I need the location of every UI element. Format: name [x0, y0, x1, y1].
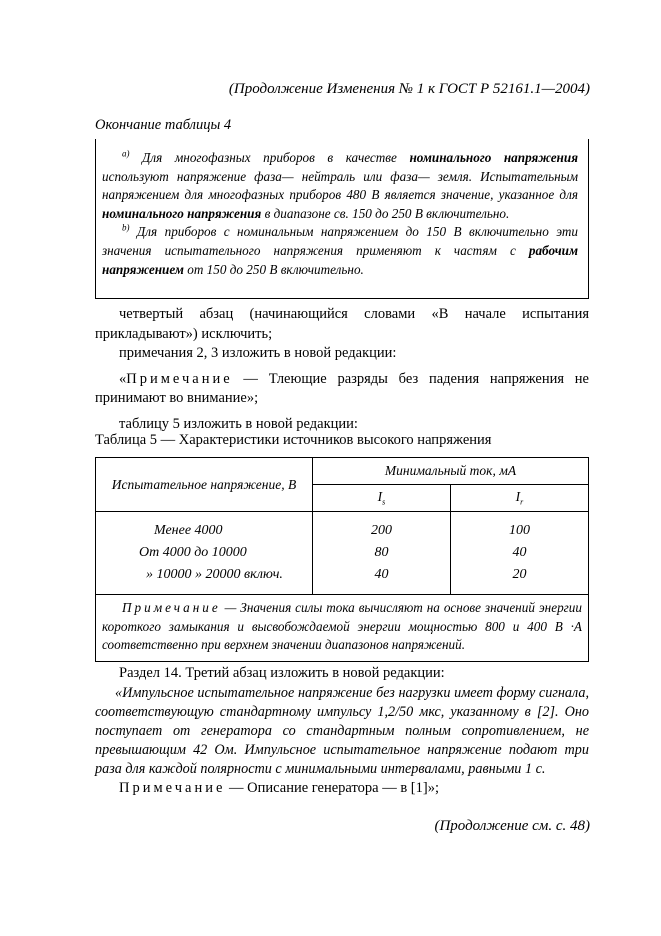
- ir-cells: [450, 512, 588, 595]
- note-a: [102, 149, 578, 223]
- row-ir: 20: [512, 567, 527, 582]
- col-header-ir: [450, 485, 588, 512]
- note-a-mark: a): [122, 148, 130, 159]
- body-paragraphs: [95, 305, 589, 434]
- paragraph-4-removal: четвертый абзац (начинающийся словами «В начале испытания прикладывают») исключить;: [95, 306, 589, 342]
- table5-note-label: Примечание: [122, 600, 221, 615]
- note-body: — Тлеющие разряды без падения напряжения не принимают во внимание»;: [95, 370, 589, 406]
- table5: [95, 457, 589, 662]
- continuation-note: (Продолжение см. с. 48): [434, 818, 590, 834]
- note-b-term1: рабочим напряжением: [102, 242, 578, 277]
- row-is: 80: [374, 545, 389, 560]
- note-a-term1: номинального напряжения: [409, 150, 578, 165]
- final-note-label: Примечание: [119, 779, 226, 796]
- table5-caption: Таблица 5 — Характеристики источников высокого напряжения: [95, 432, 492, 448]
- note-a-text1: Для многофазных приборов в качестве: [142, 150, 410, 165]
- table-body: [96, 512, 589, 595]
- is-subscript: s: [382, 497, 386, 507]
- paragraph-table5-instruction: таблицу 5 изложить в новой редакции:: [119, 415, 358, 432]
- note-b: [102, 223, 578, 279]
- ir-subscript: r: [520, 497, 524, 507]
- voltage-cells: [96, 512, 313, 595]
- note-b-text2: от 150 до 250 В включительно.: [183, 261, 364, 277]
- note-a-text3: в диапазоне св. 150 до 250 В включительно.: [261, 205, 510, 221]
- section14-quote: «Импульсное испытательное напряжение без нагрузки имеет форму сигнала, соответствующую стандартному импульсу 1,2/50 мкс, указанному в [2]. Оно поступает от генератора со стандартным полным сопротивлением, не превышающим 42 Ом. Импульсное испытательное напряжение подают три раза для каждой полярности с минимальными интервалами, равными 1 с.: [95, 684, 589, 777]
- note-label: Примечание: [126, 370, 233, 387]
- table5-note: [96, 595, 589, 662]
- row-ir: 40: [512, 545, 527, 560]
- row-voltage: От 4000 до 10000: [139, 545, 247, 560]
- table4-notes: [102, 149, 578, 279]
- row-voltage: » 10000 » 20000 включ.: [146, 567, 283, 582]
- final-note-text: — Описание генератора — в [1]»;: [225, 779, 439, 796]
- section14-block: [95, 664, 589, 798]
- note-b-text1: Для приборов с номинальным напряжением до 150 В включительно эти значения испытательного напряжения применяют к частям с: [102, 224, 578, 258]
- col-header-min-current: Минимальный ток, мА: [313, 458, 589, 485]
- paragraph-notes-instruction: примечания 2, 3 изложить в новой редакции:: [119, 345, 397, 361]
- ir-symbol: I: [515, 489, 521, 505]
- page-header: (Продолжение Изменения № 1 к ГОСТ Р 52161.1—2004): [228, 81, 590, 97]
- final-note: [95, 779, 589, 799]
- table4-notes-box: [95, 139, 589, 299]
- quote-open: «: [119, 370, 127, 387]
- row-is: 40: [374, 567, 389, 582]
- note-a-text2: используют напряжение фаза— нейтраль или фаза— земля. Испытательным напряжением для многофазных приборов 480 В является значение, указанное для: [102, 168, 578, 203]
- table5-note-text: — Значения силы тока вычисляют на основе значений энергии короткого замыкания и высвобождаемой энергии мощностью 800 и 400 В ·А соответственно при верхнем значении диапазонов напряжений.: [102, 600, 582, 653]
- row-is: 200: [370, 523, 392, 538]
- is-cells: [313, 512, 451, 595]
- note-b-mark: b): [122, 222, 130, 233]
- row-voltage: Менее 4000: [154, 523, 223, 538]
- table4-tail-caption: Окончание таблицы 4: [95, 117, 232, 133]
- col-header-is: [313, 485, 451, 512]
- col-header-voltage: Испытательное напряжение, В: [96, 458, 313, 512]
- note-a-term2: номинального напряжения: [102, 205, 262, 221]
- row-ir: 100: [508, 523, 530, 538]
- is-symbol: I: [377, 489, 383, 505]
- paragraph-note-text: [95, 370, 589, 409]
- section14-instruction: Раздел 14. Третий абзац изложить в новой редакции:: [119, 665, 445, 681]
